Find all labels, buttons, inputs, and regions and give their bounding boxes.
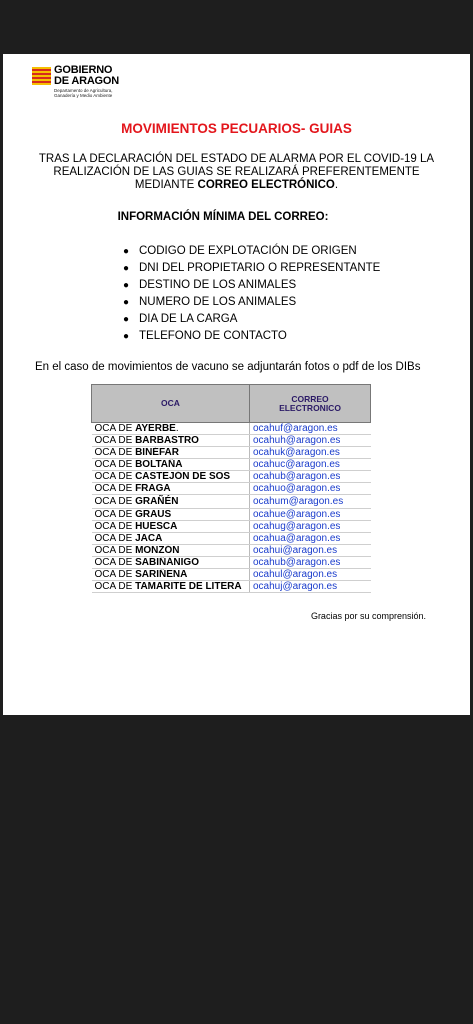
table-row — [92, 435, 371, 447]
intro-line-1: TRAS LA DECLARACIÓN DEL ESTADO DE ALARMA POR EL COVID-19 LA — [38, 153, 435, 165]
table-row — [92, 471, 371, 483]
oca-name-cell — [92, 447, 250, 459]
requirement-text: NUMERO DE LOS ANIMALES — [139, 296, 297, 308]
oca-prefix: OCA DE — [94, 581, 136, 592]
oca-email-link[interactable]: ocahuk@aragon.es — [250, 447, 371, 459]
intro-line-3 — [33, 179, 440, 192]
list-item — [123, 277, 380, 294]
oca-office-name: MONZÓN — [135, 545, 180, 556]
oca-prefix: OCA DE — [94, 496, 136, 507]
oca-office-name: BARBASTRO — [135, 435, 199, 446]
oca-email-link[interactable]: ocahuc@aragon.es — [250, 459, 371, 471]
oca-email-link[interactable]: ocahuf@aragon.es — [250, 423, 371, 435]
oca-email-link[interactable]: ocahui@aragon.es — [250, 545, 371, 557]
gobierno-aragon-logo — [32, 65, 152, 105]
list-item — [123, 243, 380, 260]
intro-line-3-end: . — [334, 179, 339, 191]
requirements-list — [123, 243, 380, 345]
oca-email-link[interactable]: ocahuh@aragon.es — [250, 435, 371, 447]
table-row — [92, 509, 371, 521]
table-row — [92, 569, 371, 581]
requirements-heading: INFORMACIÓN MÍNIMA DEL CORREO: — [117, 211, 329, 223]
oca-office-name: FRAGA — [135, 483, 171, 494]
oca-name-cell — [92, 471, 250, 483]
bullet-icon: ● — [123, 297, 130, 308]
logo-subtitle-line2: Ganadería y Medio Ambiente — [54, 93, 113, 98]
bullet-icon: ● — [123, 263, 130, 274]
oca-email-link[interactable]: ocahua@aragon.es — [250, 533, 371, 545]
oca-name-cell — [92, 533, 250, 545]
logo-title-line1: GOBIERNO — [54, 64, 113, 76]
table-row — [92, 545, 371, 557]
table-row — [92, 495, 371, 509]
oca-office-name: GRAUS — [135, 509, 172, 520]
table-row — [92, 581, 371, 593]
oca-prefix: OCA DE — [94, 447, 136, 458]
oca-prefix: OCA DE — [94, 569, 136, 580]
intro-line-3-start: MEDIANTE — [134, 179, 198, 191]
table-row — [92, 521, 371, 533]
oca-email-link[interactable]: ocahub@aragon.es — [250, 471, 371, 483]
oca-office-name: SABIÑÁNIGO — [135, 557, 199, 568]
requirement-text: CODIGO DE EXPLOTACIÓN DE ORIGEN — [139, 245, 357, 257]
oca-name-cell — [92, 581, 250, 593]
oca-name-cell — [92, 495, 250, 509]
intro-email-emphasis: CORREO ELECTRÓNICO — [197, 179, 335, 191]
oca-office-name: TAMARITE DE LITERA — [135, 581, 242, 592]
oca-name-cell — [92, 483, 250, 495]
intro-paragraph — [33, 153, 440, 192]
oca-email-link[interactable]: ocahul@aragon.es — [250, 569, 371, 581]
column-header-email-line2: ELECTRONICO — [279, 402, 341, 413]
list-item — [123, 260, 380, 277]
oca-prefix: OCA DE — [94, 471, 136, 482]
oca-name-suffix: . — [175, 423, 179, 434]
oca-prefix: OCA DE — [94, 459, 136, 470]
oca-prefix: OCA DE — [94, 533, 136, 544]
oca-email-link[interactable]: ocahug@aragon.es — [250, 521, 371, 533]
requirement-text: DESTINO DE LOS ANIMALES — [139, 279, 297, 291]
oca-name-cell — [92, 521, 250, 533]
table-row — [92, 533, 371, 545]
table-row — [92, 423, 371, 435]
oca-office-name: AYERBE — [135, 423, 176, 434]
document-title: MOVIMIENTOS PECUARIOS- GUIAS — [121, 121, 352, 136]
oca-email-link[interactable]: ocahum@aragon.es — [250, 495, 371, 509]
bullet-icon: ● — [123, 314, 130, 325]
oca-email-link[interactable]: ocahub@aragon.es — [250, 557, 371, 569]
list-item — [123, 328, 380, 345]
table-row — [92, 459, 371, 471]
table-row — [92, 557, 371, 569]
oca-email-link[interactable]: ocahuj@aragon.es — [250, 581, 371, 593]
table-row — [92, 483, 371, 495]
oca-office-name: BOLTAÑA — [135, 459, 183, 470]
aragon-flag-icon — [32, 67, 51, 85]
oca-office-name: BINÉFAR — [135, 447, 179, 458]
oca-name-cell — [92, 557, 250, 569]
oca-name-cell — [92, 423, 250, 435]
column-header-oca: OCA — [92, 385, 250, 423]
oca-name-cell — [92, 435, 250, 447]
table-header-row — [92, 385, 371, 423]
requirement-text: DNI DEL PROPIETARIO O REPRESENTANTE — [139, 262, 381, 274]
document-page — [3, 54, 470, 715]
logo-subtitle-line1: Departamento de Agricultura, — [54, 88, 113, 93]
oca-office-name: SARIÑENA — [135, 569, 188, 580]
oca-prefix: OCA DE — [94, 483, 136, 494]
oca-prefix: OCA DE — [94, 545, 136, 556]
oca-name-cell — [92, 545, 250, 557]
oca-contacts-table — [91, 384, 371, 593]
bullet-icon: ● — [123, 280, 130, 291]
oca-prefix: OCA DE — [94, 521, 136, 532]
closing-thanks: Gracias por su comprensión. — [310, 611, 426, 621]
requirement-text: DIA DE LA CARGA — [139, 313, 238, 325]
requirement-text: TELEFONO DE CONTACTO — [139, 330, 287, 342]
oca-office-name: GRAÑÉN — [135, 496, 179, 507]
intro-line-2: REALIZACIÓN DE LAS GUIAS SE REALIZARÁ PREFERENTEMENTE — [53, 166, 420, 178]
oca-office-name: HUESCA — [135, 521, 178, 532]
list-item — [123, 294, 380, 311]
viewer-top-bar — [0, 0, 473, 54]
list-item — [123, 311, 380, 328]
oca-office-name: JACA — [135, 533, 163, 544]
oca-name-cell — [92, 509, 250, 521]
column-header-email-line1: CORREO — [291, 393, 329, 404]
oca-prefix: OCA DE — [94, 509, 136, 520]
oca-name-cell — [92, 459, 250, 471]
bullet-icon: ● — [123, 331, 130, 342]
oca-prefix: OCA DE — [94, 423, 136, 434]
column-header-email — [250, 385, 371, 423]
cattle-note: En el caso de movimientos de vacuno se adjuntarán fotos o pdf de los DIBs — [35, 361, 421, 373]
logo-title-line2: DE ARAGON — [54, 75, 120, 87]
table-row — [92, 447, 371, 459]
oca-office-name: CASTEJÓN DE SOS — [135, 471, 231, 482]
oca-email-link[interactable]: ocahuo@aragon.es — [250, 483, 371, 495]
oca-name-cell — [92, 569, 250, 581]
oca-prefix: OCA DE — [94, 435, 136, 446]
oca-email-link[interactable]: ocahue@aragon.es — [250, 509, 371, 521]
bullet-icon: ● — [123, 246, 130, 257]
oca-prefix: OCA DE — [94, 557, 136, 568]
